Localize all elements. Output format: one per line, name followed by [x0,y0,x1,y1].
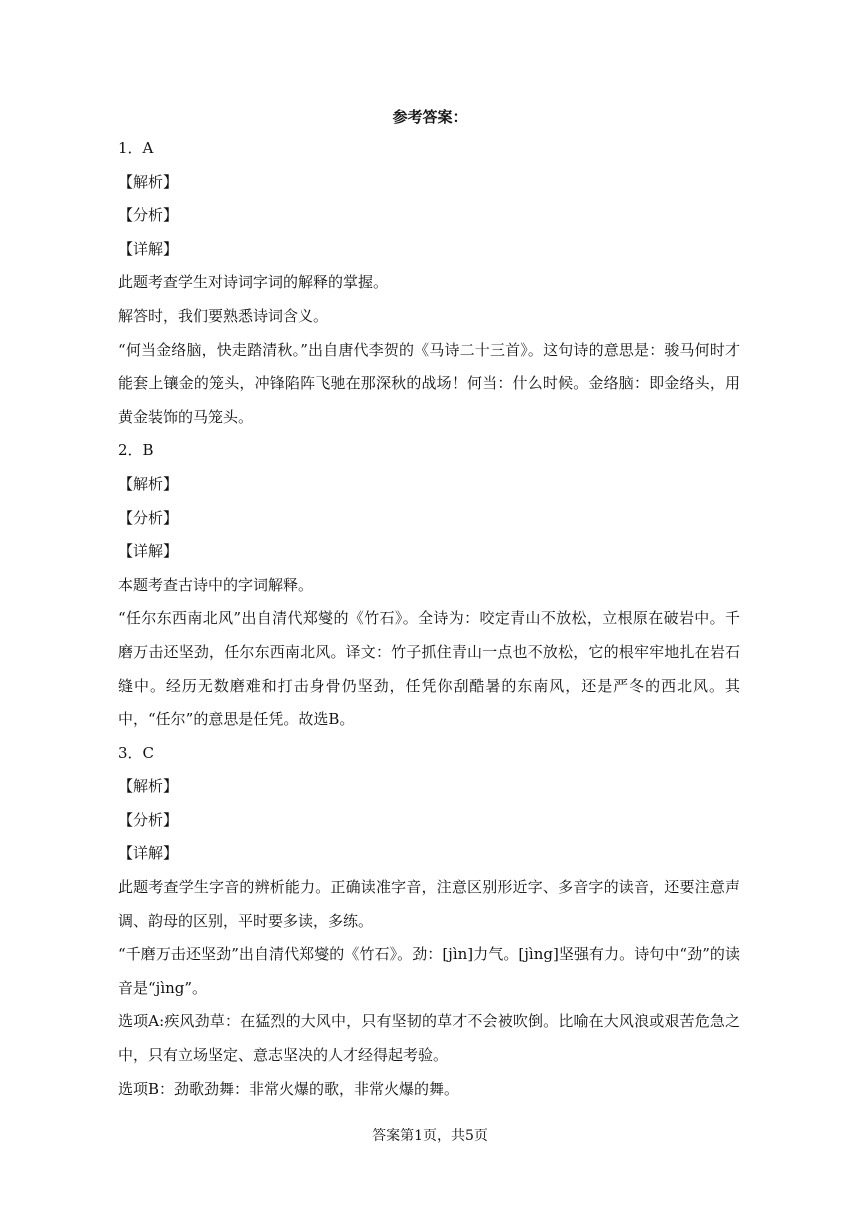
q3-number: 3．C [118,743,155,762]
q3-fenxi-label: 【分析】 [118,810,179,829]
q3-jiexi-label: 【解析】 [118,777,179,796]
q1-xiangjie-label: 【详解】 [118,239,179,258]
q1-number: 1．A [118,139,154,157]
q3-paragraph-4: 选项B：劲歌劲舞：非常火爆的歌，非常火爆的舞。 [118,1079,460,1098]
q2-jiexi-label: 【解析】 [118,474,179,493]
q1-paragraph-2: 解答时，我们要熟悉诗词含义。 [118,306,329,325]
q2-fenxi-label: 【分析】 [118,508,179,527]
q2-number: 2．B [118,441,154,460]
q3-paragraph-3: 选项A:疾风劲草：在猛烈的大风中，只有坚韧的草才不会被吹倒。比喻在大风浪或艰苦危急之中，只有立场坚定、意志坚决的人才经得起考验。 [118,1012,740,1065]
page-footer: 答案第1页，共5页 [372,1128,488,1144]
q3-paragraph-2: “千磨万击还坚劲”出自清代郑燮的《竹石》。劲：[jìn]力气。[jìng]坚强有力。诗句中“劲”的读音是“jìng”。 [118,945,740,997]
q1-paragraph-3: “何当金络脑，快走踏清秋。”出自唐代李贺的《马诗二十三首》。这句诗的意思是：骏马何时才能套上镶金的笼头，冲锋陷阵飞驰在那深秋的战场！何当：什么时候。金络脑：即金络头，用黄金装饰的马笼头。 [118,340,740,426]
q2-xiangjie-label: 【详解】 [118,542,179,561]
q3-xiangjie-label: 【详解】 [118,844,179,863]
q2-paragraph-2: “任尔东西南北风”出自清代郑燮的《竹石》。全诗为：咬定青山不放松，立根原在破岩中。千磨万击还坚劲，任尔东西南北风。译文：竹子抓住青山一点也不放松，它的根牢牢地扎在岩石缝中。经历无数磨难和打击身骨仍坚劲，任凭你刮酷暑的东南风，还是严冬的西北风。其中，“任尔”的意思是任凭。故选B。 [118,609,740,729]
page-title: 参考答案： [392,108,468,126]
q3-paragraph-1: 此题考查学生字音的辨析能力。正确读准字音，注意区别形近字、多音字的读音，还要注意声调、韵母的区别，平时要多读，多练。 [118,878,740,930]
q1-fenxi-label: 【分析】 [118,206,179,225]
answer-content [118,132,740,1106]
q1-jiexi-label: 【解析】 [118,172,179,191]
q1-paragraph-1: 此题考查学生对诗词字词的解释的掌握。 [118,273,389,292]
q2-paragraph-1: 本题考查古诗中的字词解释。 [118,575,314,594]
